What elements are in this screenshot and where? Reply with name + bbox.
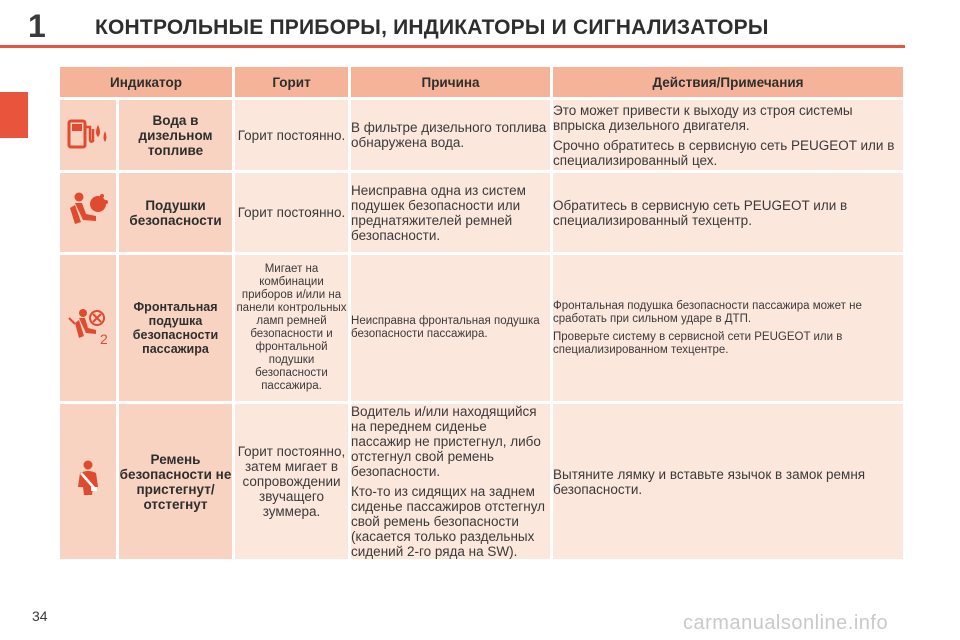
indicator-icon-cell — [60, 100, 116, 170]
watermark: carmanualsonline.info — [683, 612, 889, 634]
indicator-table — [57, 64, 906, 562]
header-cause: Причина — [351, 67, 550, 97]
indicator-icon-cell — [60, 404, 116, 559]
header-indicator: Индикатор — [60, 67, 232, 97]
table-header-row — [60, 67, 903, 97]
chapter-number: 1 — [28, 8, 46, 44]
indicator-name: Подушки безопасности — [119, 173, 232, 252]
chapter-title: КОНТРОЛЬНЫЕ ПРИБОРЫ, ИНДИКАТОРЫ И СИГНАЛИЗАТОРЫ — [95, 16, 769, 39]
chapter-side-tab — [0, 92, 28, 138]
table-row — [60, 255, 903, 401]
indicator-icon-cell — [60, 173, 116, 252]
table-row — [60, 173, 903, 252]
page-number: 34 — [32, 608, 48, 624]
indicator-name: Вода в дизельном топливе — [119, 100, 232, 170]
seatbelt-icon — [71, 486, 105, 503]
action-text: Вытяните лямку и вставьте язычок в замок ремня безопасности. — [553, 404, 903, 559]
header-action: Действия/Примечания — [553, 67, 903, 97]
header-lit: Горит — [235, 67, 348, 97]
lit-state: Горит постоянно. — [235, 173, 348, 252]
table-row — [60, 404, 903, 559]
cause-text: Водитель и/или находящийся на переднем сиденье пассажир не пристегнул, либо отстегнул свой ремень безопасности. Кто-то из сидящих на заднем сиденье пассажиров отстегнул свой ремень безопасности (касается только раздельных сидений 2-го ряда на SW). — [351, 404, 550, 559]
lit-state: Горит постоянно. — [235, 100, 348, 170]
cause-text: Неисправна фронтальная подушка безопасности пассажира. — [351, 255, 550, 401]
cause-text: В фильтре дизельного топлива обнаружена вода. — [351, 100, 550, 170]
airbag-icon — [66, 217, 110, 234]
action-text: Фронтальная подушка безопасности пассажира может не сработать при сильном ударе в ДТП. Проверьте систему в сервисной сети PEUGEOT или в специализированном техцентре. — [553, 255, 903, 401]
action-text: Обратитесь в сервисную сеть PEUGEOT или в специализированный техцентр. — [553, 173, 903, 252]
lit-state: Мигает на комбинации приборов и/или на панели контрольных ламп ремней безопасности и фронтальной подушки безопасности пассажира. — [235, 255, 348, 401]
svg-text:2: 2 — [100, 330, 108, 346]
indicator-name: Фронтальная подушка безопасности пассажира — [119, 255, 232, 401]
water-in-diesel-icon — [65, 138, 111, 155]
cause-text: Неисправна одна из систем подушек безопасности или преднатяжителей ремней безопасности. — [351, 173, 550, 252]
indicator-name: Ремень безопасности не пристегнут/ отстегнут — [119, 404, 232, 559]
table-row — [60, 100, 903, 170]
action-text: Это может привести к выходу из строя системы впрыска дизельного двигателя. Срочно обратитесь в сервисную сеть PEUGEOT или в специализированный цех. — [553, 100, 903, 170]
title-divider — [0, 45, 905, 48]
passenger-airbag-off-icon — [65, 330, 111, 350]
lit-state: Горит постоянно, затем мигает в сопровождении звучащего зуммера. — [235, 404, 348, 559]
indicator-icon-cell — [60, 255, 116, 401]
